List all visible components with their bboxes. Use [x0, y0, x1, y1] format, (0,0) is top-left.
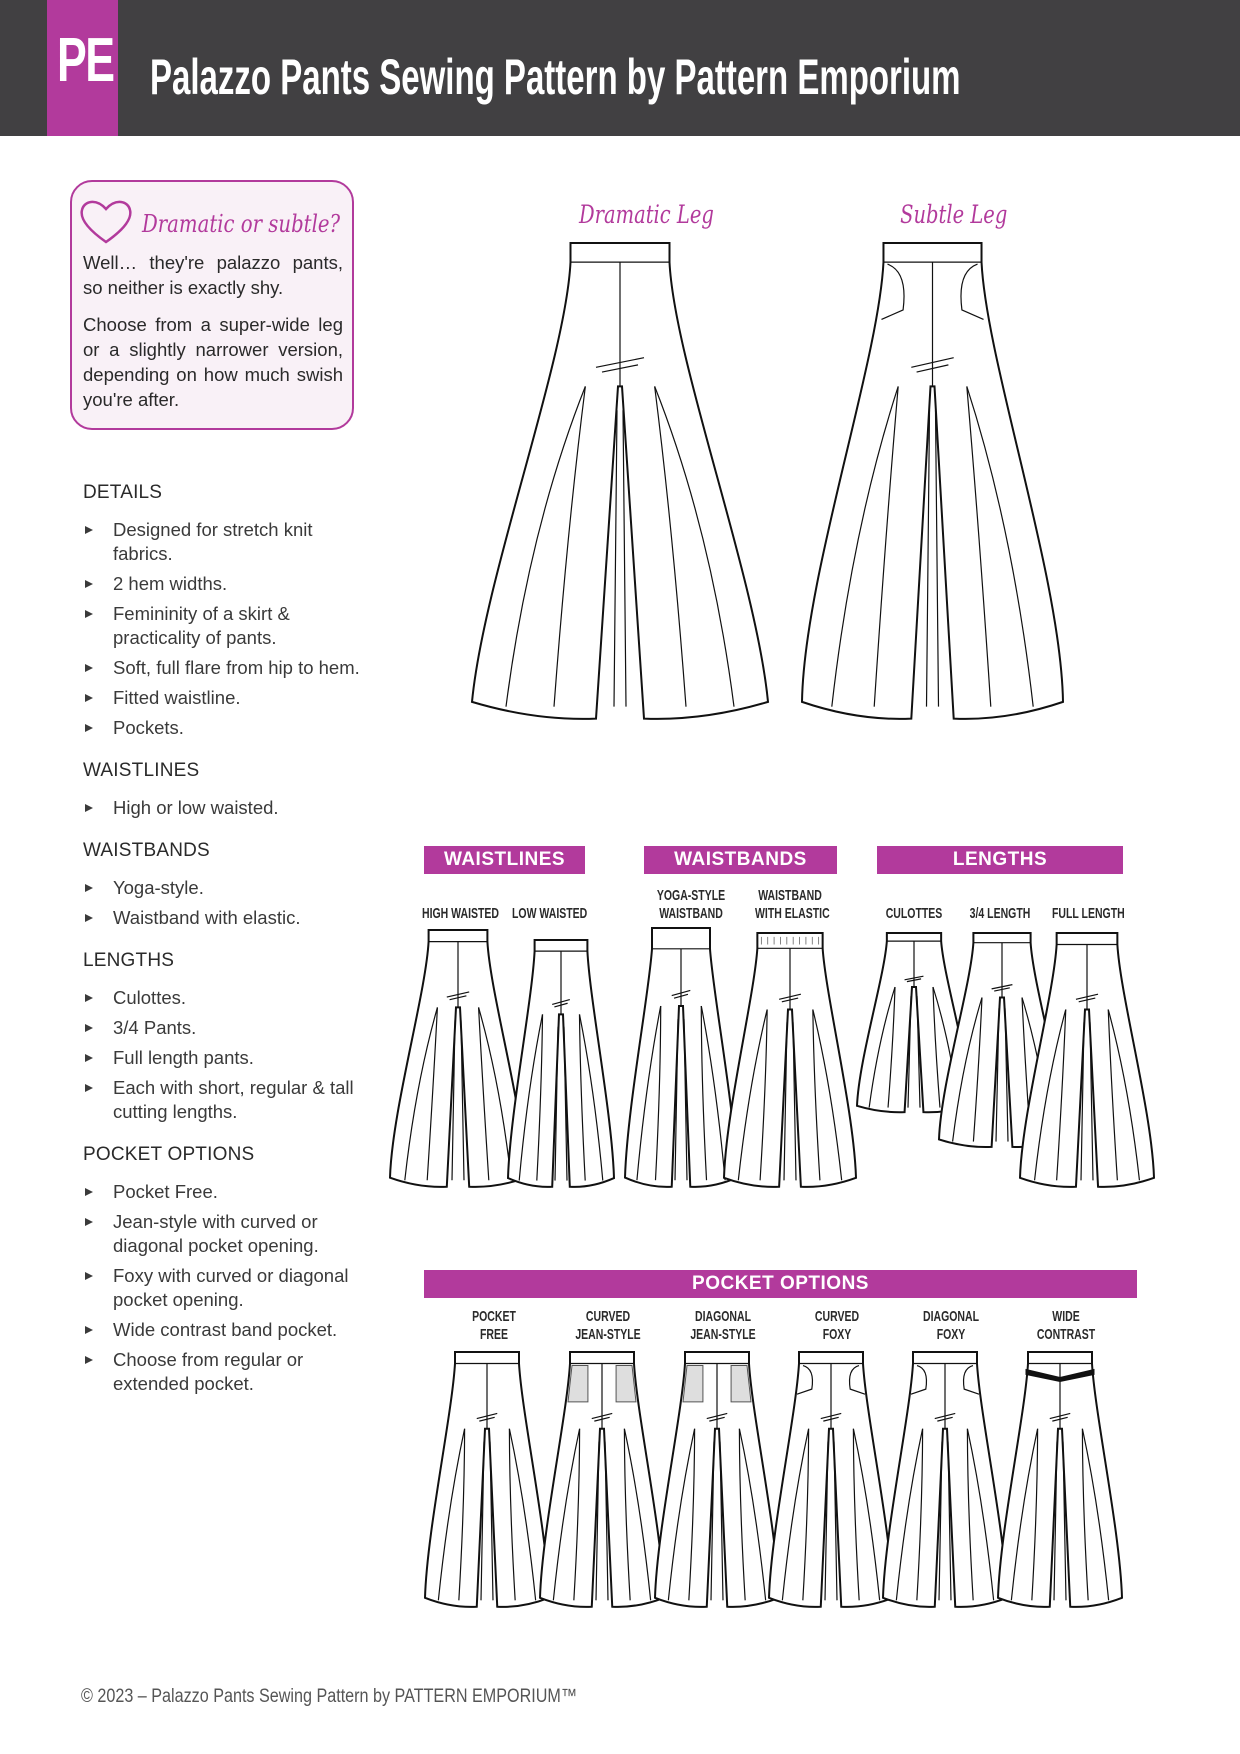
bullet-arrow-icon — [85, 994, 93, 1002]
list-item-text: High or low waisted. — [113, 797, 279, 818]
list-item-text: Femininity of a skirt & practicality of pants. — [113, 603, 290, 648]
bullet-arrow-icon — [85, 1054, 93, 1062]
caption-pocket-free: POCKET FREE — [472, 1308, 516, 1343]
list-item — [83, 572, 373, 596]
waistbands-bar: WAISTBANDS — [644, 846, 837, 874]
details-section — [83, 840, 373, 930]
list-item — [83, 1016, 373, 1040]
list-item — [83, 796, 373, 820]
bullet-arrow-icon — [85, 1326, 93, 1334]
bullet-arrow-icon — [85, 580, 93, 588]
list-item — [83, 518, 373, 566]
list-item-text: Jean-style with curved or diagonal pocket opening. — [113, 1211, 319, 1256]
details-section — [83, 950, 373, 1124]
details-section — [83, 482, 373, 740]
bullet-arrow-icon — [85, 884, 93, 892]
bullet-arrow-icon — [85, 1084, 93, 1092]
dramatic-leg-label: Dramatic Leg — [579, 200, 714, 229]
heart-icon — [78, 196, 134, 246]
pocket-free-pants — [423, 1352, 551, 1608]
list-item — [83, 686, 373, 710]
list-item-text: 2 hem widths. — [113, 573, 228, 594]
full-length-pants — [1018, 933, 1156, 1188]
subtle-leg-pants — [800, 243, 1065, 721]
wide-contrast-pants — [996, 1352, 1124, 1608]
caption-low-waisted: LOW WAISTED — [512, 905, 588, 922]
footer-copyright: © 2023 – Palazzo Pants Sewing Pattern by PATTERN EMPORIUM™ — [81, 1686, 578, 1707]
bullet-arrow-icon — [85, 914, 93, 922]
list-item — [83, 656, 373, 680]
subtle-leg-label: Subtle Leg — [900, 200, 1008, 229]
callout-box — [70, 180, 354, 430]
section-heading: POCKET OPTIONS — [83, 1144, 255, 1165]
caption-three-quarter: 3/4 LENGTH — [969, 905, 1031, 922]
caption-waistband-elastic: WAISTBAND WITH ELASTIC — [755, 887, 830, 922]
caption-diagonal-foxy: DIAGONAL FOXY — [923, 1308, 979, 1343]
list-item — [83, 1046, 373, 1070]
bullet-arrow-icon — [85, 526, 93, 534]
elastic-waistband-pants — [722, 933, 858, 1188]
pe-logo — [47, 0, 118, 136]
low-waisted-pants — [506, 940, 616, 1188]
callout-text-1: Well… they're palazzo pants, so neither is exactly shy. — [83, 252, 343, 298]
list-item-text: Full length pants. — [113, 1047, 254, 1068]
list-item-text: Foxy with curved or diagonal pocket opening. — [113, 1265, 349, 1310]
bullet-arrow-icon — [85, 1218, 93, 1226]
bullet-arrow-icon — [85, 1356, 93, 1364]
list-item-text: Each with short, regular & tall cutting lengths. — [113, 1077, 354, 1122]
diagonal-foxy-pants — [881, 1352, 1009, 1608]
list-item-text: Designed for stretch knit fabrics. — [113, 519, 313, 564]
caption-wide-contrast: WIDE CONTRAST — [1036, 1308, 1096, 1343]
details-list — [83, 482, 373, 1416]
caption-diagonal-jean: DIAGONAL JEAN-STYLE — [690, 1308, 756, 1343]
list-item — [83, 1318, 373, 1342]
diagonal-jean-pants — [653, 1352, 781, 1608]
list-item — [83, 1348, 373, 1396]
caption-high-waisted: HIGH WAISTED — [422, 905, 500, 922]
caption-full-length: FULL LENGTH — [1052, 905, 1125, 922]
callout-title: Dramatic or subtle? — [142, 210, 341, 238]
list-item — [83, 716, 373, 740]
caption-curved-jean: CURVED JEAN-STYLE — [575, 1308, 641, 1343]
caption-yoga-waistband: YOGA-STYLE WAISTBAND — [656, 887, 726, 922]
list-item — [83, 1180, 373, 1204]
list-item — [83, 1264, 373, 1312]
list-item — [83, 1210, 373, 1258]
page-header — [0, 0, 1240, 136]
bullet-arrow-icon — [85, 694, 93, 702]
section-heading: WAISTLINES — [83, 760, 200, 781]
page-title: Palazzo Pants Sewing Pattern by Pattern Emporium — [150, 49, 961, 105]
list-item-text: 3/4 Pants. — [113, 1017, 197, 1038]
caption-curved-foxy: CURVED FOXY — [814, 1308, 860, 1343]
callout-text-2: Choose from a super-wide leg or a slightly narrower version, depending on how much swish you're after. — [83, 314, 343, 410]
bullet-arrow-icon — [85, 1188, 93, 1196]
list-item-text: Wide contrast band pocket. — [113, 1319, 338, 1340]
list-item-text: Pocket Free. — [113, 1181, 218, 1202]
bullet-arrow-icon — [85, 724, 93, 732]
logo-text: PE — [56, 26, 114, 95]
list-item-text: Fitted waistline. — [113, 687, 241, 708]
pocket-options-bar: POCKET OPTIONS — [424, 1270, 1137, 1298]
bullet-arrow-icon — [85, 610, 93, 618]
list-item-text: Waistband with elastic. — [113, 907, 301, 928]
dramatic-leg-pants — [470, 243, 770, 721]
curved-jean-pants — [538, 1352, 666, 1608]
list-item — [83, 1076, 373, 1124]
list-item-text: Soft, full flare from hip to hem. — [113, 657, 360, 678]
list-item — [83, 986, 373, 1010]
list-item-text: Culottes. — [113, 987, 187, 1008]
list-item — [83, 602, 373, 650]
waistlines-bar: WAISTLINES — [424, 846, 585, 874]
curved-foxy-pants — [767, 1352, 895, 1608]
section-heading: LENGTHS — [83, 950, 175, 971]
list-item — [83, 906, 373, 930]
section-heading: DETAILS — [83, 482, 163, 503]
list-item-text: Choose from regular or extended pocket. — [113, 1349, 304, 1394]
details-section — [83, 1144, 373, 1396]
list-item — [83, 876, 373, 900]
caption-culottes: CULOTTES — [885, 905, 943, 922]
bullet-arrow-icon — [85, 1024, 93, 1032]
section-heading: WAISTBANDS — [83, 840, 210, 861]
bullet-arrow-icon — [85, 1272, 93, 1280]
list-item-text: Yoga-style. — [113, 877, 204, 898]
list-item-text: Pockets. — [113, 717, 184, 738]
bullet-arrow-icon — [85, 664, 93, 672]
details-section — [83, 760, 373, 820]
bullet-arrow-icon — [85, 804, 93, 812]
lengths-bar: LENGTHS — [877, 846, 1123, 874]
